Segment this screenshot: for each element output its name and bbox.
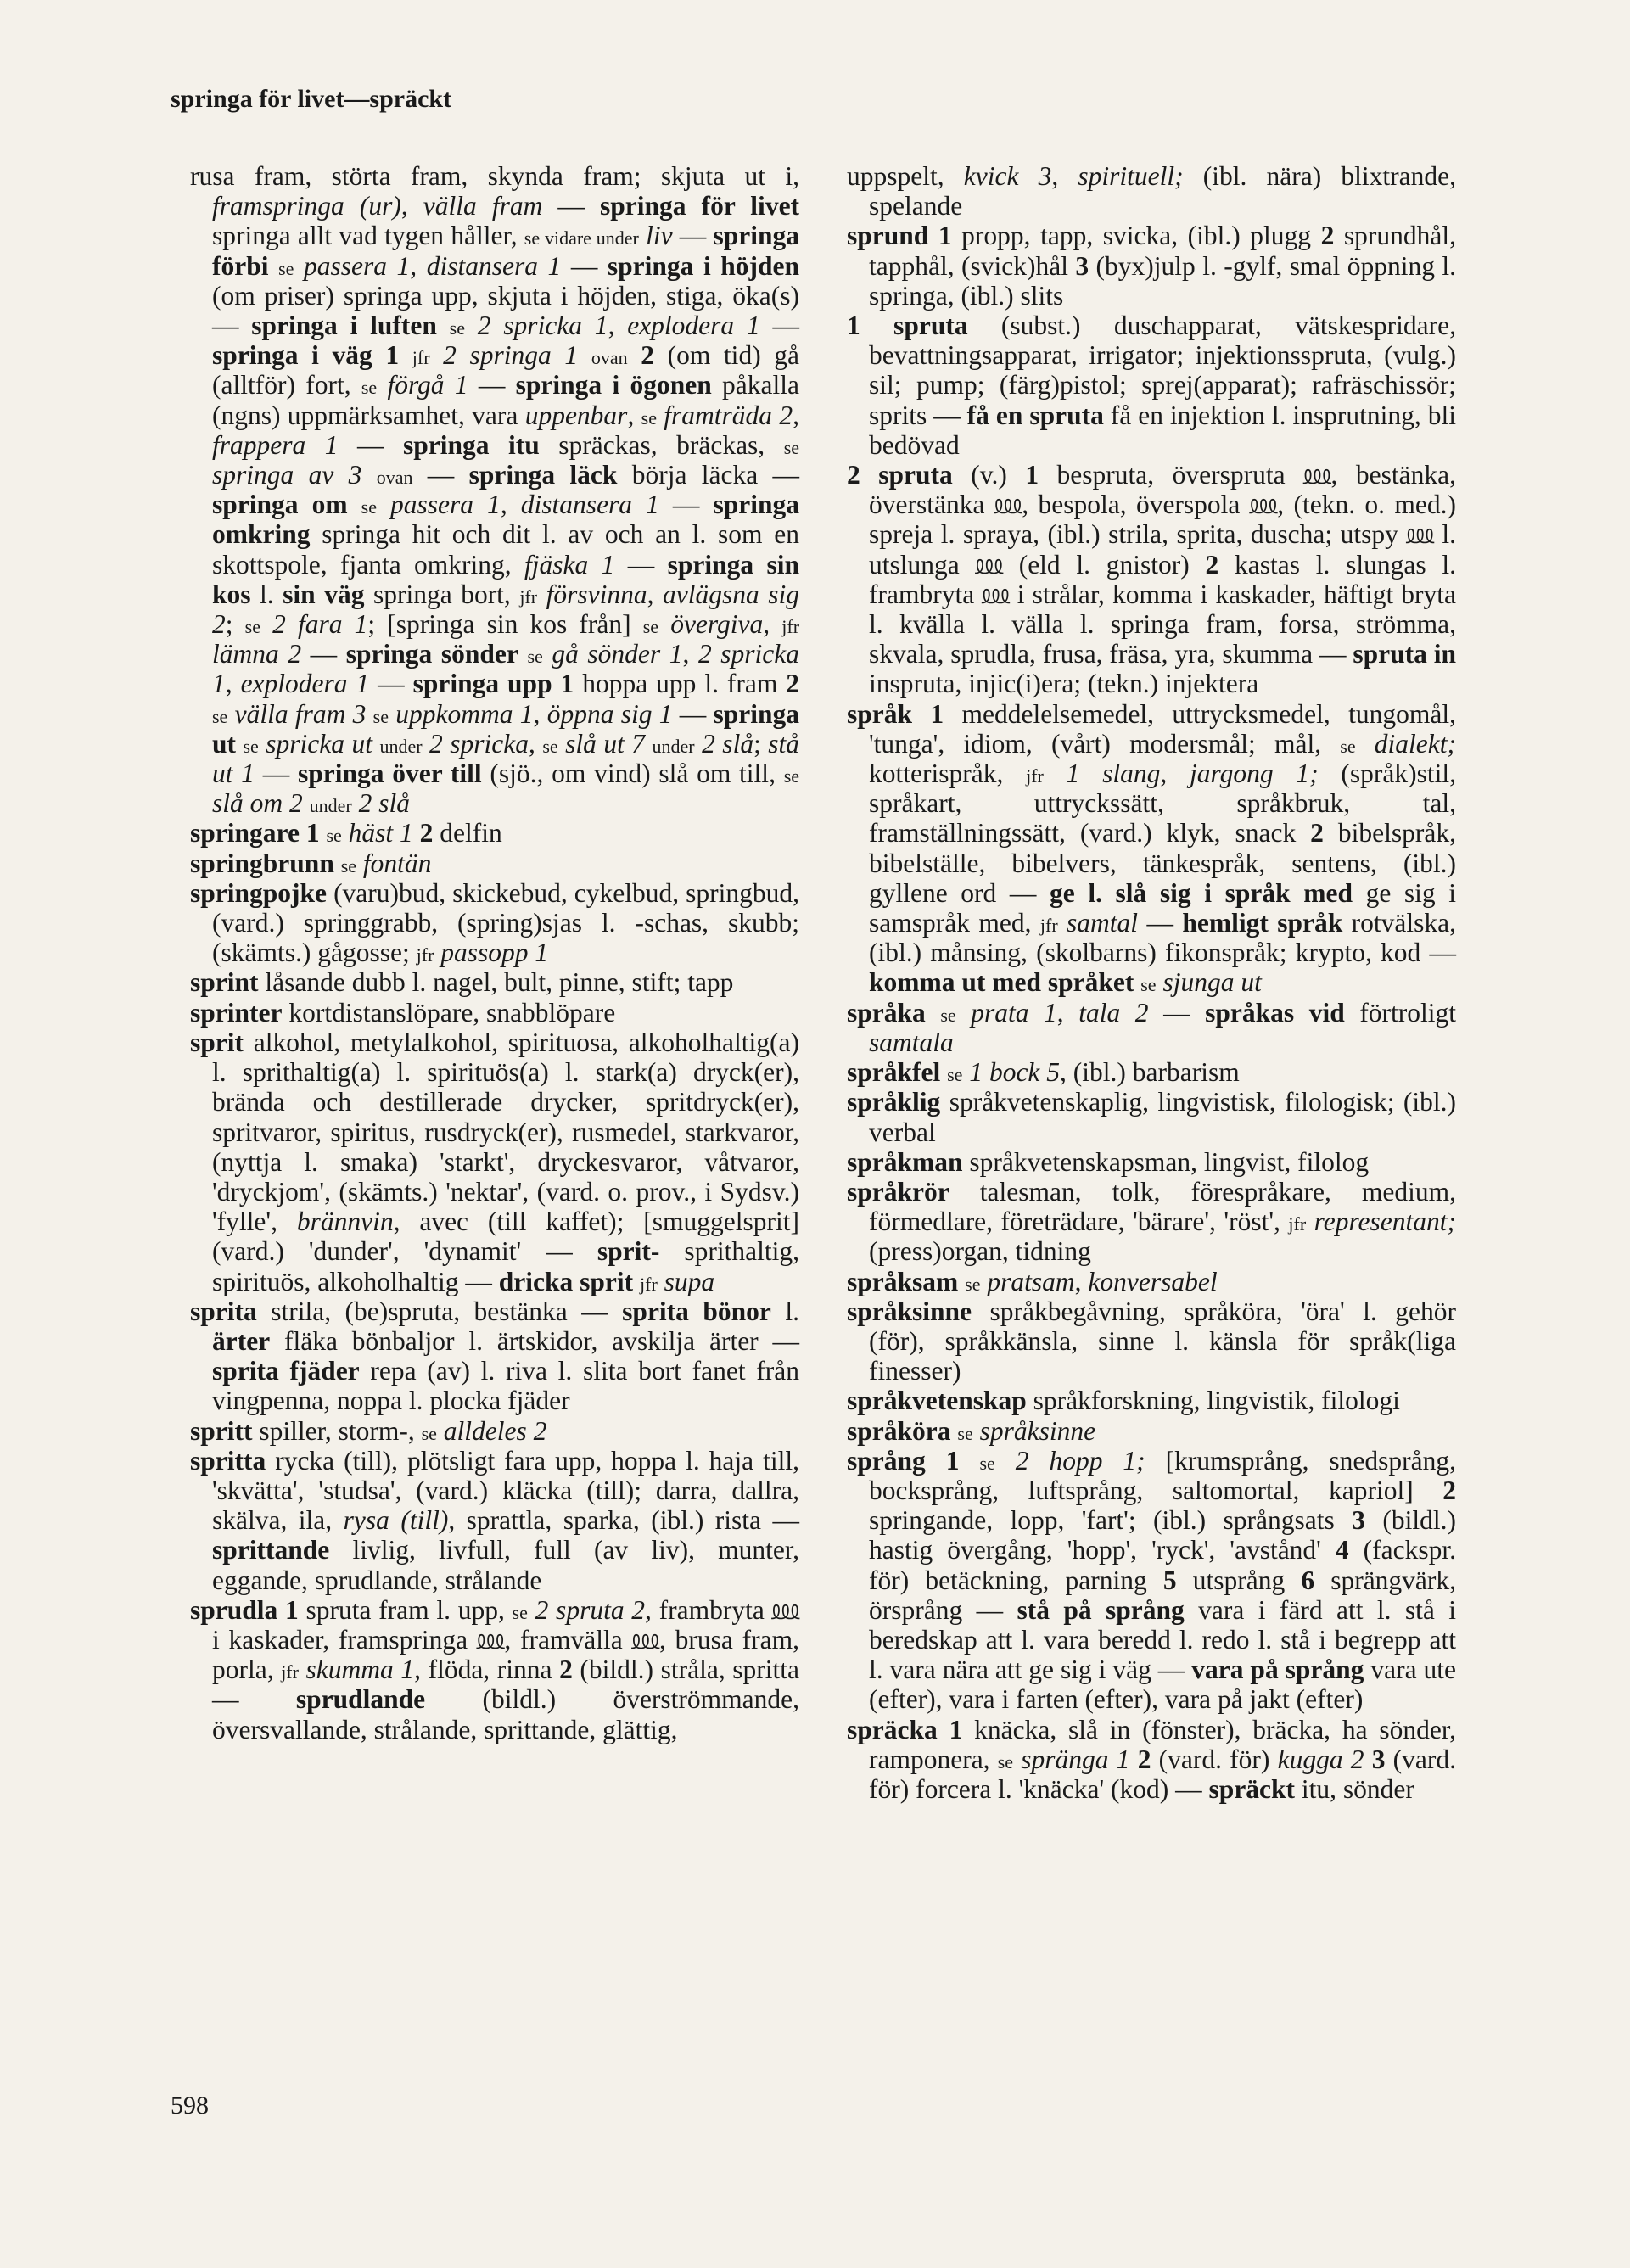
dictionary-entry: uppspelt, kvick 3, spirituell; (ibl. nära) blixtrande, spelande [847,161,1456,221]
dictionary-entry: springbrunn se fontän [190,848,432,878]
dictionary-entry: språkman språkvetenskapsman, lingvist, filolog [847,1146,1370,1177]
dictionary-entry: sprint låsande dubb l. nagel, bult, pinne, stift; tapp [190,967,734,998]
dictionary-entry: sprund 1 propp, tapp, svicka, (ibl.) plugg 2 sprundhål, tapphål, (svick)hål 3 (byx)julp l. -gylf, smal öppning l. springa, (ibl.) slits [847,221,1456,311]
dictionary-entry: språköra se språksinne [847,1415,1096,1446]
dictionary-entry: springpojke (varu)bud, skickebud, cykelbud, springbud, (vard.) springgrabb, (spring)sjas l. -schas, skubb; (skämts.) gågosse; jfr passopp 1 [190,877,799,968]
running-head: springa för livet—spräckt [171,85,452,113]
dictionary-entry: språk 1 meddelelsemedel, uttrycksmedel, tungomål, 'tunga', idiom, (vårt) modersmål; mål, se dialekt; kotterispråk, jfr 1 slang, jargong 1; (språk)stil, språkart, uttryckssätt, språkbruk, tal, framställningssätt, (vard.) klyk, snack 2 bibelspråk, bibelställe, bibelvers, tänkespråk, sentens, (ibl.) gyllene ord — ge l. slå sig i språk med ge sig i samspråk med, jfr samtal — hemligt språk rotvälska, (ibl.) månsing, (skolbarns) fikonspråk; krypto, kod — komma ut med språket se sjunga ut [847,698,1457,998]
dictionary-entry: språkvetenskap språkforskning, lingvistik, filologi [847,1386,1400,1416]
dictionary-entry: springare 1 se häst 1 2 delfin [190,818,502,848]
dictionary-entry: språng 1 se 2 hopp 1; [krumsprång, snedsprång, bocksprång, luftsprång, saltomortal, kapriol] 2 springande, lopp, 'fart'; (ibl.) språngsats 3 (bildl.) hastig övergång, 'hopp', 'ryck', 'avstånd' 4 (fackspr. för) betäckning, parning 5 utsprång 6 sprängvärk, örsprång — stå på språng vara i färd att l. stå i beredskap att l. vara beredd l. redo l. stå i begrepp att l. vara nära att ge sig i väg — vara på språng vara ute (efter), vara i farten (efter), vara på jakt (efter) [847,1445,1457,1715]
dictionary-entry: språka se prata 1, tala 2 — språkas vid förtroligt samtala [847,997,1457,1057]
dictionary-entry: språklig språkvetenskaplig, lingvistisk, filologisk; (ibl.) verbal [847,1087,1456,1147]
dictionary-entry: spritta rycka (till), plötsligt fara upp, hoppa l. haja till, 'skvätta', 'studsa', (vard.) kläcka (till); darra, dallra, skälva, ila, rysa (till), sprattla, sparka, (ibl.) rista — sprittande livlig, livfull, full (av liv), munter, eggande, sprudlande, strålande [190,1445,799,1595]
dictionary-entry: språkrör talesman, tolk, förespråkare, medium, förmedlare, företrädare, 'bärare', 'röst', jfr representant; (press)organ, tidning [847,1176,1456,1267]
dictionary-entry: sprita strila, (be)spruta, bestänka — sprita bönor l. ärter fläka bönbaljor l. ärtskidor, avskilja ärter — sprita fjäder repa (av) l. riva l. slita bort fanet från vingpenna, noppa l. plocka fjäder [190,1296,799,1416]
dictionary-entry: spritt spiller, storm-, se alldeles 2 [190,1415,547,1446]
dictionary-entry: sprinter kortdistanslöpare, snabblöpare [190,997,616,1028]
dictionary-entry: sprit alkohol, metylalkohol, spirituosa, alkoholhaltig(a) l. sprithaltig(a) l. spirituös(a) l. stark(a) dryck(er), brända och destillerade drycker, spritdryck(er), spritvaror, spiritus, rusdryck(er), rusmedel, starkvaror, (nyttja l. smaka) 'starkt', dryckesvaror, våtvaror, 'dryckjom', (skämts.) 'nektar', (vard. o. prov., i Sydsv.) 'fylle', brännvin, avec (till kaffet); [smuggelsprit] (vard.) 'dunder', 'dynamit' — sprit- sprithaltig, spirituös, alkoholhaltig — dricka sprit jfr supa [190,1027,800,1296]
dictionary-entry: språksam se pratsam, konversabel [847,1266,1218,1296]
dictionary-entry: spräcka 1 knäcka, slå in (fönster), bräcka, ha sönder, ramponera, se spränga 1 2 (vard. för) kugga 2 3 (vard. för) forcera l. 'knäcka' (kod) — spräckt itu, sönder [847,1714,1457,1804]
dictionary-entry: 1 spruta (subst.) duschapparat, vätskespridare, bevattningsapparat, irrigator; injektionsspruta, (vulg.) sil; pump; (färg)pistol; sprej(apparat); rafräschissör; sprits — få en spruta få en injektion l. insprutning, bli bedövad [847,311,1457,460]
dictionary-entry: rusa fram, störta fram, skynda fram; skjuta ut i, framspringa (ur), välla fram — springa för livet springa allt vad tygen håller, se vidare under liv — springa förbi se passera 1, distansera 1 — springa i höjden (om priser) springa upp, skjuta i höjden, stiga, öka(s) — springa i luften se 2 spricka 1, explodera 1 — springa i väg 1 jfr 2 springa 1 ovan 2 (om tid) gå (alltför) fort, se förgå 1 — springa i ögonen påkalla (ngns) uppmärksamhet, vara uppenbar, se framträda 2, frappera 1 — springa itu spräckas, bräckas, se springa av 3 ovan — springa läck börja läcka — springa om se passera 1, distansera 1 — springa omkring springa hit och dit l. av och an l. som en skottspole, fjanta omkring, fjäska 1 — springa sin kos l. sin väg springa bort, jfr försvinna, avlägsna sig 2; se 2 fara 1; [springa sin kos från] se övergiva, jfr lämna 2 — springa sönder se gå sönder 1, 2 spricka 1, explodera 1 — springa upp 1 hoppa upp l. fram 2 se välla fram 3 se uppkomma 1, öppna sig 1 — springa ut se spricka ut under 2 spricka, se slå ut 7 under 2 slå; stå ut 1 — springa över till (sjö., om vind) slå om till, se slå om 2 under 2 slå [190,161,800,819]
dictionary-entry: 2 spruta (v.) 1 bespruta, överspruta ⅏, bestänka, överstänka ⅏, bespola, överspola ⅏, (tekn. o. med.) spreja l. spraya, (ibl.) strila, sprita, duscha; utspy ⅏ l. utslunga ⅏ (eld l. gnistor) 2 kastas l. slungas l. frambryta ⅏ i strålar, komma i kaskader, häftigt bryta l. kvälla l. välla l. springa fram, forsa, strömma, skvala, sprudla, frusa, fräsa, yra, skumma — spruta in inspruta, injic(i)era; (tekn.) injektera [847,460,1457,699]
dictionary-entry: språkfel se 1 bock 5, (ibl.) barbarism [847,1057,1240,1088]
dictionary-entry: språksinne språkbegåvning, språköra, 'öra' l. gehör (för), språkkänsla, sinne l. känsla för språk(liga finesser) [847,1296,1456,1386]
page-number: 598 [171,2092,209,2120]
right-column [847,161,1456,1804]
left-column [190,161,799,1744]
dictionary-entry: sprudla 1 spruta fram l. upp, se 2 spruta 2, frambryta ⅏ i kaskader, framspringa ⅏, framvälla ⅏, brusa fram, porla, jfr skumma 1, flöda, rinna 2 (bildl.) stråla, spritta — sprudlande (bildl.) överströmmande, översvallande, strålande, sprittande, glättig, [190,1594,800,1744]
